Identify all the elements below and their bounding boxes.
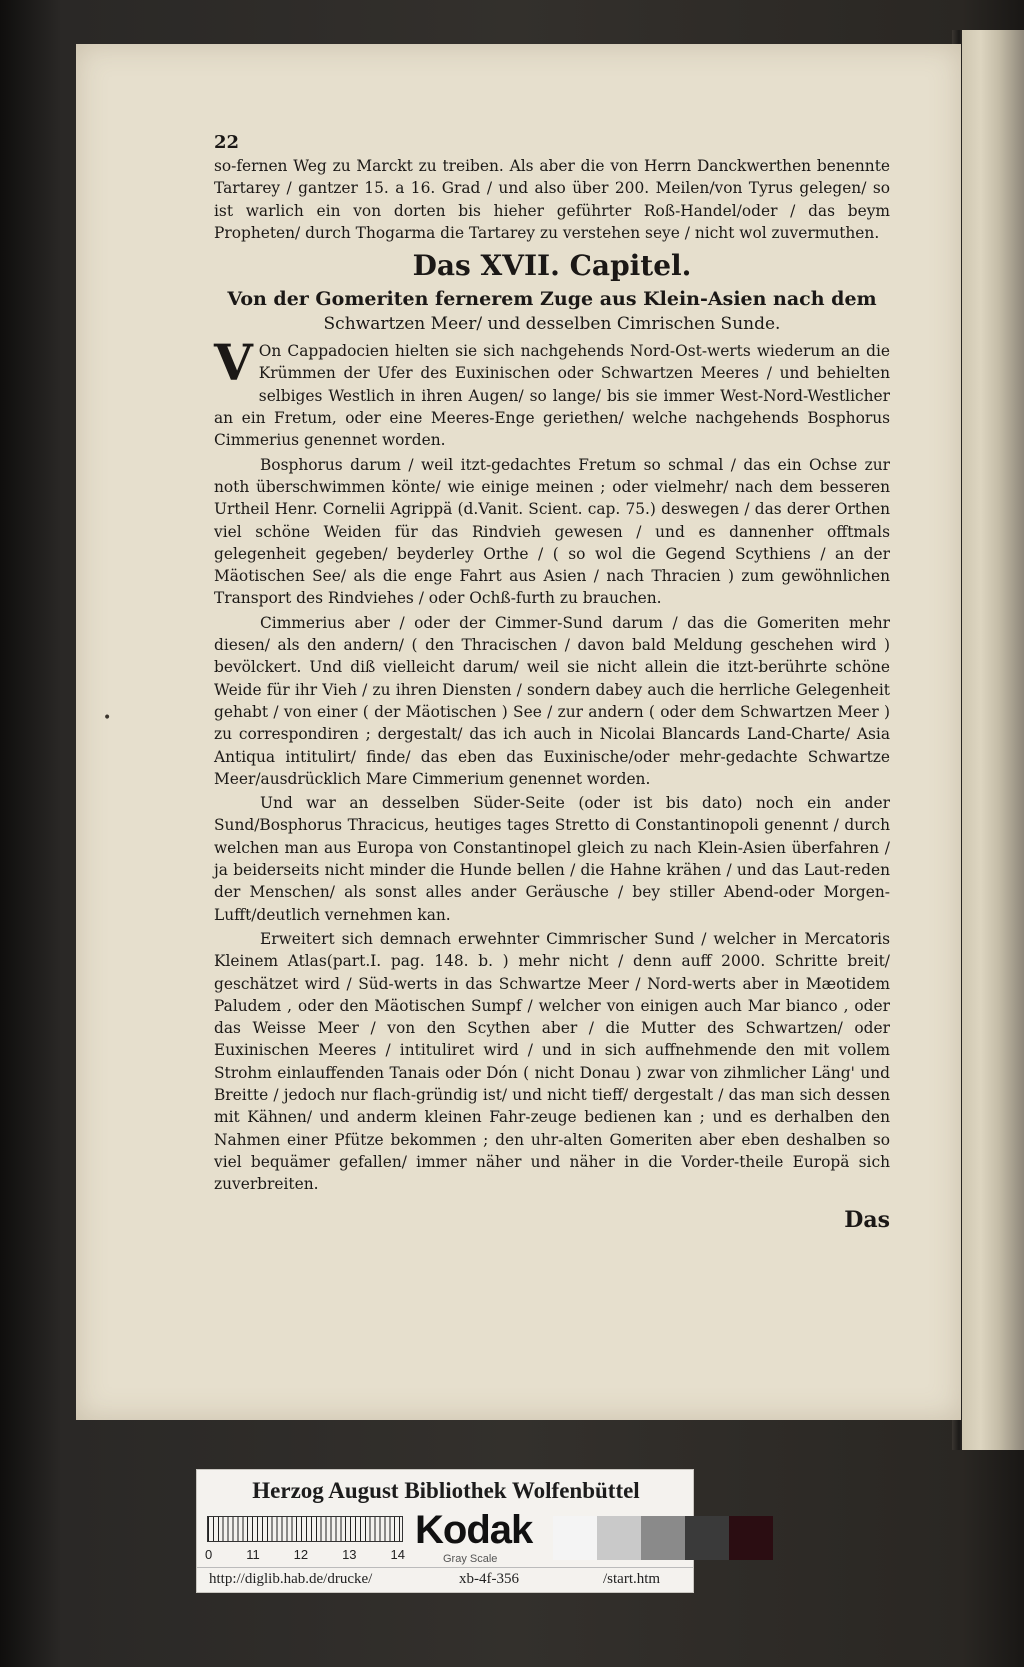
next-page-edge (962, 30, 1024, 1450)
gray-scale-label: Gray Scale (443, 1553, 498, 1565)
paragraph-2: Bosphorus darum / weil itzt-gedachtes Fretum so schmal / das ein Ochse zur noth überschwimmen könte/ wie einige meinen ; oder vielmehr/ nach dem besseren Urtheil Henr. Cornelii Agrippä (d.Vanit. Scient. cap. 75.) deswegen / das derer Orthen viel schöne Weiden für das Rindvieh gewesen / und es dannenher offtmals gelegenheit gegeben/ beyderley Orthe / ( so wol die Gegend Scythiens / an der Mäotischen See/ als die enge Fahrt aus Asien / nach Thracien ) zum gewöhnlichen Transport des Rindviehes / oder Ochß-furth zu brauchen. (214, 455, 890, 608)
page-text (214, 132, 890, 1232)
swatch (729, 1516, 773, 1560)
swatch (685, 1516, 729, 1560)
catchword: Das (844, 1207, 890, 1234)
swatch (553, 1516, 597, 1560)
ruler-label: 0 (205, 1547, 213, 1562)
page-number: 22 (214, 132, 240, 153)
ruler-labels (205, 1547, 405, 1563)
library-title: Herzog August Bibliothek Wolfenbüttel (252, 1478, 640, 1503)
color-calibration-card (196, 1469, 694, 1593)
margin-mark: • (103, 710, 112, 726)
chapter-subtitle-line2: Schwartzen Meer/ und desselben Cimrischen Sunde. (323, 314, 781, 335)
chapter-title: Das XVII. Capitel. (412, 249, 692, 283)
paragraph-1-text: On Cappadocien hielten sie sich nachgehends Nord-Ost-werts wiederum an die Krümmen der Ufer des Euxinischen oder Schwartzen Meeres / und behielten selbiges Westlich in ihren Augen/ so lange/ bis sie immer West-Nord-Westlicher an ein Fretum, oder eine Meeres-Enge geriethen/ welche nachgehends Bosphorus Cimmerius genennet worden. (214, 342, 890, 450)
kodak-logo: Kodak (415, 1508, 533, 1552)
chapter-subtitle: Von der Gomeriten fernerem Zuge aus Klein-Asien nach dem (227, 288, 877, 311)
ruler-label: 13 (342, 1547, 357, 1562)
paragraph-4: Und war an desselben Süder-Seite (oder ist bis dato) noch ein ander Sund/Bosphorus Thracicus, heutiges tages Stretto di Constantinopoli genennt / durch welchen man aus Europa von Constantinopel gleich zu nach Klein-Asien überfahren / ja beiderseits nicht minder die Hunde bellen / die Hahne krähen / und das Laut-reden der Menschen/ als sonst alles ander Geräusche / bey stiller Abend-oder Morgen-Lufft/deutlich vernehmen kan. (214, 794, 890, 924)
ruler-label: 14 (390, 1547, 405, 1562)
digital-library-url: http://diglib.hab.de/drucke/ (209, 1571, 373, 1587)
shelfmark-id: xb-4f-356 (459, 1571, 519, 1587)
gray-scale-swatches (553, 1516, 773, 1560)
paragraph-5: Erweitert sich demnach erwehnter Cimmrischer Sund / welcher in Mercatoris Kleinem Atlas(part.I. pag. 148. b. ) mehr nicht / denn auff 2000. Schritte breit/ geschätzet wird / Süd-werts in das Schwartze Meer / Nord-werts aber in Mæotidem Paludem , oder den Mäotischen Sumpf / welcher von einigen auch Mar bianco , oder das Weisse Meer / von den Scythen aber / die Mutter des Schwartzen/ oder Euxinischen Meeres / intituliret wird / und in sich auffnehmende den mit vollem Strohm einlauffenden Tanais oder Dón ( nicht Donau ) zwar von zihmlicher Läng' und Breitte / jedoch nur flach-gründig ist/ und nicht tieff/ dergestalt / das man sich dessen mit Kähnen/ und anderm kleinen Fahr-zeuge bedienen kan ; und es derhalben den Nahmen einer Pfütze bekommen ; den uhr-alten Gomeriten aber eben deshalben so viel bequämer gefallen/ immer näher und näher in die Vorder-theile Europä sich zuverbreiten. (214, 929, 890, 1194)
swatch (641, 1516, 685, 1560)
intro-paragraph: so-fernen Weg zu Marckt zu treiben. Als aber die von Herrn Danckwerthen benennte Tartarey / gantzer 15. a 16. Grad / und also über 200. Meilen/von Tyrus gelegen/ so ist warlich ein von dorten bis hieher geführter Roß-Handel/oder / das beym Propheten/ durch Thogarma die Tartarey zu verstehen seye / nicht wol zuvermuthen. (214, 157, 890, 242)
ruler-label: 11 (246, 1547, 260, 1562)
swatch (597, 1516, 641, 1560)
paragraph-1 (214, 333, 890, 451)
measurement-ruler (207, 1516, 403, 1542)
card-divider (197, 1567, 693, 1568)
ruler-label: 12 (293, 1547, 309, 1562)
paragraph-3: Cimmerius aber / oder der Cimmer-Sund darum / das die Gomeriten mehr diesen/ als den andern/ ( den Thracischen / davon bald Meldung geschehen wird ) bevölckert. Und diß vielleicht darum/ weil sie nicht allein die itzt-berührte schöne Weide für ihr Vieh / zu ihren Diensten / sondern dabey auch die herrliche Gelegenheit gehabt / von einer ( der Mäotischen ) See / zur andern ( oder dem Schwartzen Meer ) zu correspondiren ; dergestalt/ das ich auch in Nicolai Blancards Land-Charte/ Asia Antiqua intitulirt/ finde/ das eben das Euxinische/oder mehr-gedachte Schwartze Meer/ausdrücklich Mare Cimmerium genennet worden. (214, 613, 890, 788)
start-page-link: /start.htm (603, 1571, 661, 1587)
drop-cap-letter: V (214, 333, 253, 393)
